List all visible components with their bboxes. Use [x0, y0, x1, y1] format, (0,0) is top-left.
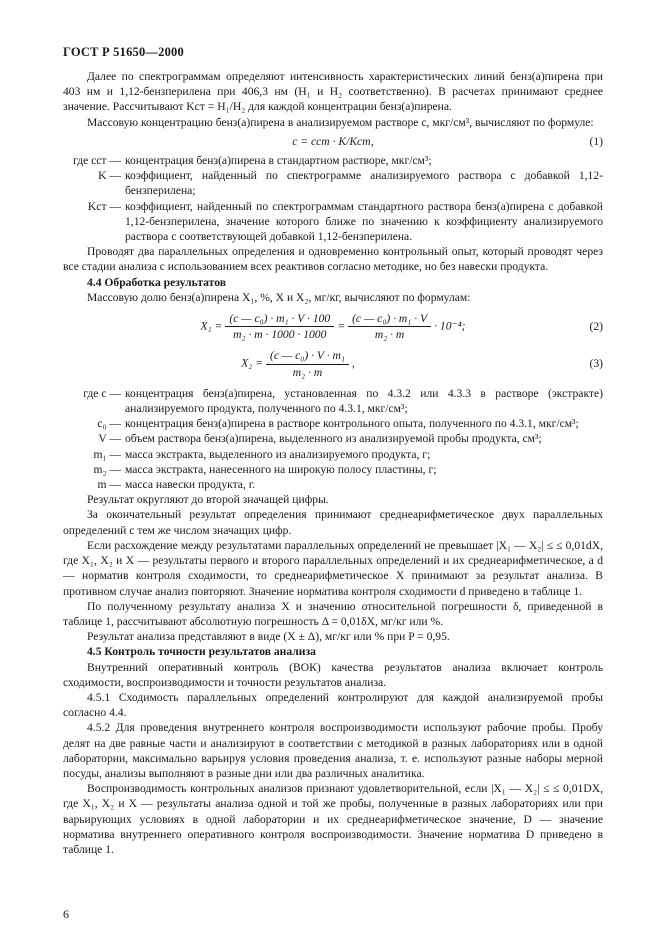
formula-number: (2) [589, 320, 603, 334]
formula-number: (1) [589, 134, 603, 148]
section-heading: 4.5 Контроль точности результатов анализа [87, 645, 316, 659]
page-number: 6 [63, 907, 69, 921]
definition-text: коэффициент, найденный по спектрограмме анализируемого раствора с добавкой 1,12-бензперилена; [125, 169, 603, 198]
paragraph: 4.5.1 Сходимость параллельных определений контролируют для каждой анализируемой пробы согласно 4.4. [63, 690, 603, 720]
document-header: ГОСТ Р 51650—2000 [63, 45, 184, 59]
fraction [225, 311, 334, 342]
fraction-denominator: m₂ · m · 1000 · 1000 [233, 328, 327, 342]
paragraph: Массовую концентрацию бенз(а)пирена в анализируемом растворе c, мкг/см³, вычисляют по формуле: [87, 115, 594, 129]
definition-term: c₀ — [97, 417, 121, 431]
definition-item [63, 168, 603, 198]
definition-text: объем раствора бенз(а)пирена, выделенного из анализируемой пробы продукта, см³; [125, 432, 542, 446]
definition-text: масса экстракта, нанесенного на широкую полосу пластины, г; [125, 462, 437, 476]
formula-equals: = [337, 319, 346, 333]
formula [63, 348, 603, 379]
paragraph: Результат анализа представляют в виде (X ± Δ), мг/кг или % при P = 0,95. [87, 630, 450, 644]
formula-tail: , [351, 356, 355, 370]
definition-text: концентрация бенз(а)пирена в растворе контрольного опыта, полученного по 4.3.1, мкг/см³; [125, 417, 579, 431]
definition-item [63, 386, 603, 416]
paragraph: Внутренний оперативный контроль (ВОК) качества результатов анализа включает контроль сходимости, воспроизводимости и точности результатов анализа. [63, 660, 603, 689]
paragraph: Массовую долю бенз(а)пирена X₁, %, X и X₂, мг/кг, вычисляют по формулам: [87, 290, 471, 304]
definition-text: масса навески продукта, г. [125, 478, 256, 492]
document-body [63, 69, 603, 857]
definition-term: m₂ — [93, 462, 121, 476]
paragraph: По полученному результату анализа X и значению относительной погрешности δ, приведенной в таблице 1, рассчитывают абсолютную погрешность Δ = 0,01δX, мг/кг или %. [63, 599, 603, 628]
fraction-denominator: m₂ · m [374, 328, 405, 342]
definition-item [63, 199, 603, 245]
definition-item [63, 431, 603, 446]
definition-term: где cст — [73, 154, 121, 168]
section-heading: 4.4 Обработка результатов [87, 275, 226, 289]
definition-item [63, 153, 603, 168]
fraction-numerator: (c — c₀) · m₁ · V · 100 [225, 311, 334, 327]
definition-item [63, 477, 603, 492]
formula [63, 134, 603, 149]
paragraph: Результат округляют до второй значащей цифры. [87, 493, 329, 507]
fraction [348, 311, 431, 342]
formula [63, 311, 603, 342]
definition-text: коэффициент, найденный по спектрограммам стандартного раствора бенз(а)пирена с добавкой 1,12-бензперилена, значение которого ближе по значению к коэффициенту анализируемого раствора с соответствующей добавкой 1,12-бензперилена. [125, 199, 603, 244]
definition-text: концентрация бенз(а)пирена, установленная по 4.3.2 или 4.3.3 в растворе (экстракте) анализируемого продукта, полученного по 4.3.1, мкг/см³; [125, 386, 603, 416]
formula-text: c = cст · K/Kст, [292, 134, 374, 148]
definition-term: где c — [83, 386, 121, 400]
fraction-numerator: (c — c₀) · m₁ · V [348, 311, 431, 327]
paragraph: 4.5.2 Для проведения внутреннего контроля воспроизводимости используют рабочие пробы. Пробу делят на две равные части и анализируют в соответствии с методикой в разных лабораториях или в одной лаборатории, максимально варьируя условия проведения анализа, т. е. используют разные наборы мерной посуды, анализы выполняют в разные дни или два различных аналитика. [63, 721, 603, 780]
formula-lhs: X₁ = [200, 319, 223, 333]
fraction-numerator: (c — c₀) · V · m₁ [266, 348, 349, 364]
paragraph: Проводят два параллельных определения и одновременно контрольный опыт, который проводят через все стадии анализа с использованием всех реактивов согласно методике, но без навески продукта. [63, 245, 603, 274]
definition-text: концентрация бенз(а)пирена в стандартном растворе, мкг/см³; [125, 154, 432, 168]
definition-term: m₁ — [93, 447, 121, 461]
definition-term: K — [98, 169, 121, 183]
formula-lhs: X₂ = [241, 356, 264, 370]
fraction [266, 348, 349, 379]
definition-term: Kст — [87, 199, 121, 213]
formula-tail: · 10⁻⁴; [434, 319, 466, 333]
definition-text: масса экстракта, выделенного из анализируемого продукта, г; [125, 447, 431, 461]
paragraph: Воспроизводимость контрольных анализов признают удовлетворительной, если |X₁ — X₂| ≤ ≤ 0,01DX, где X₁, X₂ и X — результаты анализа одной и той же пробы, полученные в разных лабораториях или при варьирующих условиях в одной лаборатории и их среднеарифметическое значение, D — значение норматива внутреннего оперативного контроля воспроизводимости. Значение норматива D приведено в таблице 1. [63, 782, 603, 856]
definition-term: V — [98, 432, 121, 446]
definition-term: m — [97, 478, 121, 492]
paragraph: Если расхождение между результатами параллельных определений не превышает |X₁ — X₂| ≤ ≤ 0,01dX, где X₁, X₂ и X — результаты первого и второго параллельных определений и их среднеарифметическое, а d— норматив контроля сходимости, то среднеарифметическое X принимают за результат анализа. В противном случае анализ повторяют. Значение норматива контроля сходимости d приведено в таблице 1. [63, 538, 603, 598]
definition-item [63, 447, 603, 462]
definition-item [63, 416, 603, 431]
definition-item [63, 462, 603, 477]
paragraph: За окончательный результат определения принимают среднеарифметическое двух параллельных определений с тем же числом значащих цифр. [63, 508, 603, 537]
formula-number: (3) [589, 357, 603, 371]
fraction-denominator: m₂ · m [292, 365, 323, 379]
paragraph: Далее по спектрограммам определяют интенсивность характеристических линий бенз(а)пирена при 403 нм и 1,12-бензперилена при 406,3 нм (H₁ и H₂ соответственно). В расчетах принимают среднее значение. Рассчитывают Kст = H₁/H₂ для каждой концентрации бенз(а)пирена. [63, 70, 603, 114]
